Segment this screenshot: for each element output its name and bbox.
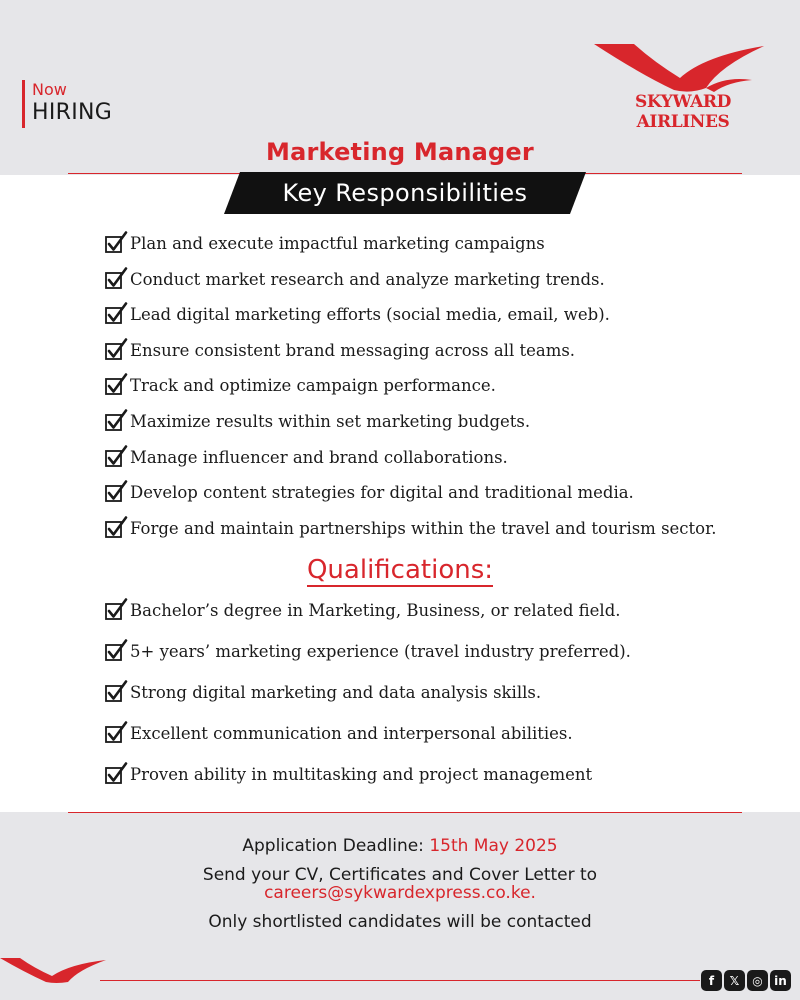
checkbox-checked-icon <box>104 338 130 362</box>
facebook-icon[interactable]: f <box>701 970 722 991</box>
checkbox-checked-icon <box>104 516 130 540</box>
send-text: Send your CV, Certificates and Cover Letter to <box>202 865 598 885</box>
checkbox-checked-icon <box>104 267 130 291</box>
checkbox-checked-icon <box>104 680 130 704</box>
checkbox-checked-icon <box>104 409 130 433</box>
checkbox-checked-icon <box>104 231 130 255</box>
responsibility-text: Track and optimize campaign performance. <box>130 376 496 396</box>
qualification-text: Strong digital marketing and data analysis skills. <box>130 683 542 702</box>
checkbox-checked-icon <box>104 445 130 469</box>
qualification-text: Bachelor’s degree in Marketing, Business, or related field. <box>130 601 621 620</box>
send-instructions <box>0 866 800 902</box>
email-link[interactable]: careers@sykwardexpress.co.ke. <box>264 883 536 903</box>
responsibility-text: Develop content strategies for digital and traditional media. <box>130 483 634 503</box>
checkbox-checked-icon <box>104 480 130 504</box>
x-icon[interactable]: 𝕏 <box>724 970 745 991</box>
bird-logo-icon <box>594 40 772 96</box>
checkbox-checked-icon <box>104 762 130 786</box>
checkbox-checked-icon <box>104 598 130 622</box>
responsibility-text: Forge and maintain partnerships within the travel and tourism sector. <box>130 518 717 538</box>
hiring-label: HIRING <box>32 100 113 125</box>
qualifications-heading: Qualifications: <box>306 555 494 585</box>
now-label: Now <box>32 80 67 99</box>
checkbox-checked-icon <box>104 373 130 397</box>
checkbox-checked-icon <box>104 639 130 663</box>
deadline-label: Application Deadline: <box>242 836 424 856</box>
deadline-date: 15th May 2025 <box>429 836 558 856</box>
divider-bottom <box>68 812 742 813</box>
checkbox-checked-icon <box>104 302 130 326</box>
shortlist-note: Only shortlisted candidates will be contacted <box>208 912 592 932</box>
checkbox-checked-icon <box>104 721 130 745</box>
instagram-icon[interactable]: ◎ <box>747 970 768 991</box>
qualification-text: Excellent communication and interpersonal abilities. <box>130 724 573 743</box>
now-hiring-tag <box>22 80 112 128</box>
application-deadline <box>0 836 800 856</box>
responsibility-text: Manage influencer and brand collaborations. <box>130 447 508 467</box>
responsibility-text: Conduct market research and analyze marketing trends. <box>130 269 605 289</box>
footer-line <box>100 980 700 981</box>
job-title: Marketing Manager <box>266 138 534 166</box>
footer-bird-icon <box>0 950 110 986</box>
responsibility-text: Lead digital marketing efforts (social media, email, web). <box>130 305 610 325</box>
responsibility-text: Plan and execute impactful marketing campaigns <box>130 234 545 253</box>
brand-name: SKYWARD AIRLINES <box>635 92 731 132</box>
responsibility-text: Ensure consistent brand messaging across all teams. <box>130 340 576 360</box>
linkedin-icon[interactable]: in <box>770 970 791 991</box>
responsibility-text: Maximize results within set marketing budgets. <box>130 411 531 431</box>
key-responsibilities-heading: Key Responsibilities <box>282 179 528 207</box>
social-icons <box>701 970 791 991</box>
qualification-text: 5+ years’ marketing experience (travel industry preferred). <box>130 642 631 661</box>
qualification-text: Proven ability in multitasking and project management <box>130 765 593 784</box>
key-responsibilities-banner <box>224 172 586 214</box>
skyward-logo <box>588 40 778 132</box>
